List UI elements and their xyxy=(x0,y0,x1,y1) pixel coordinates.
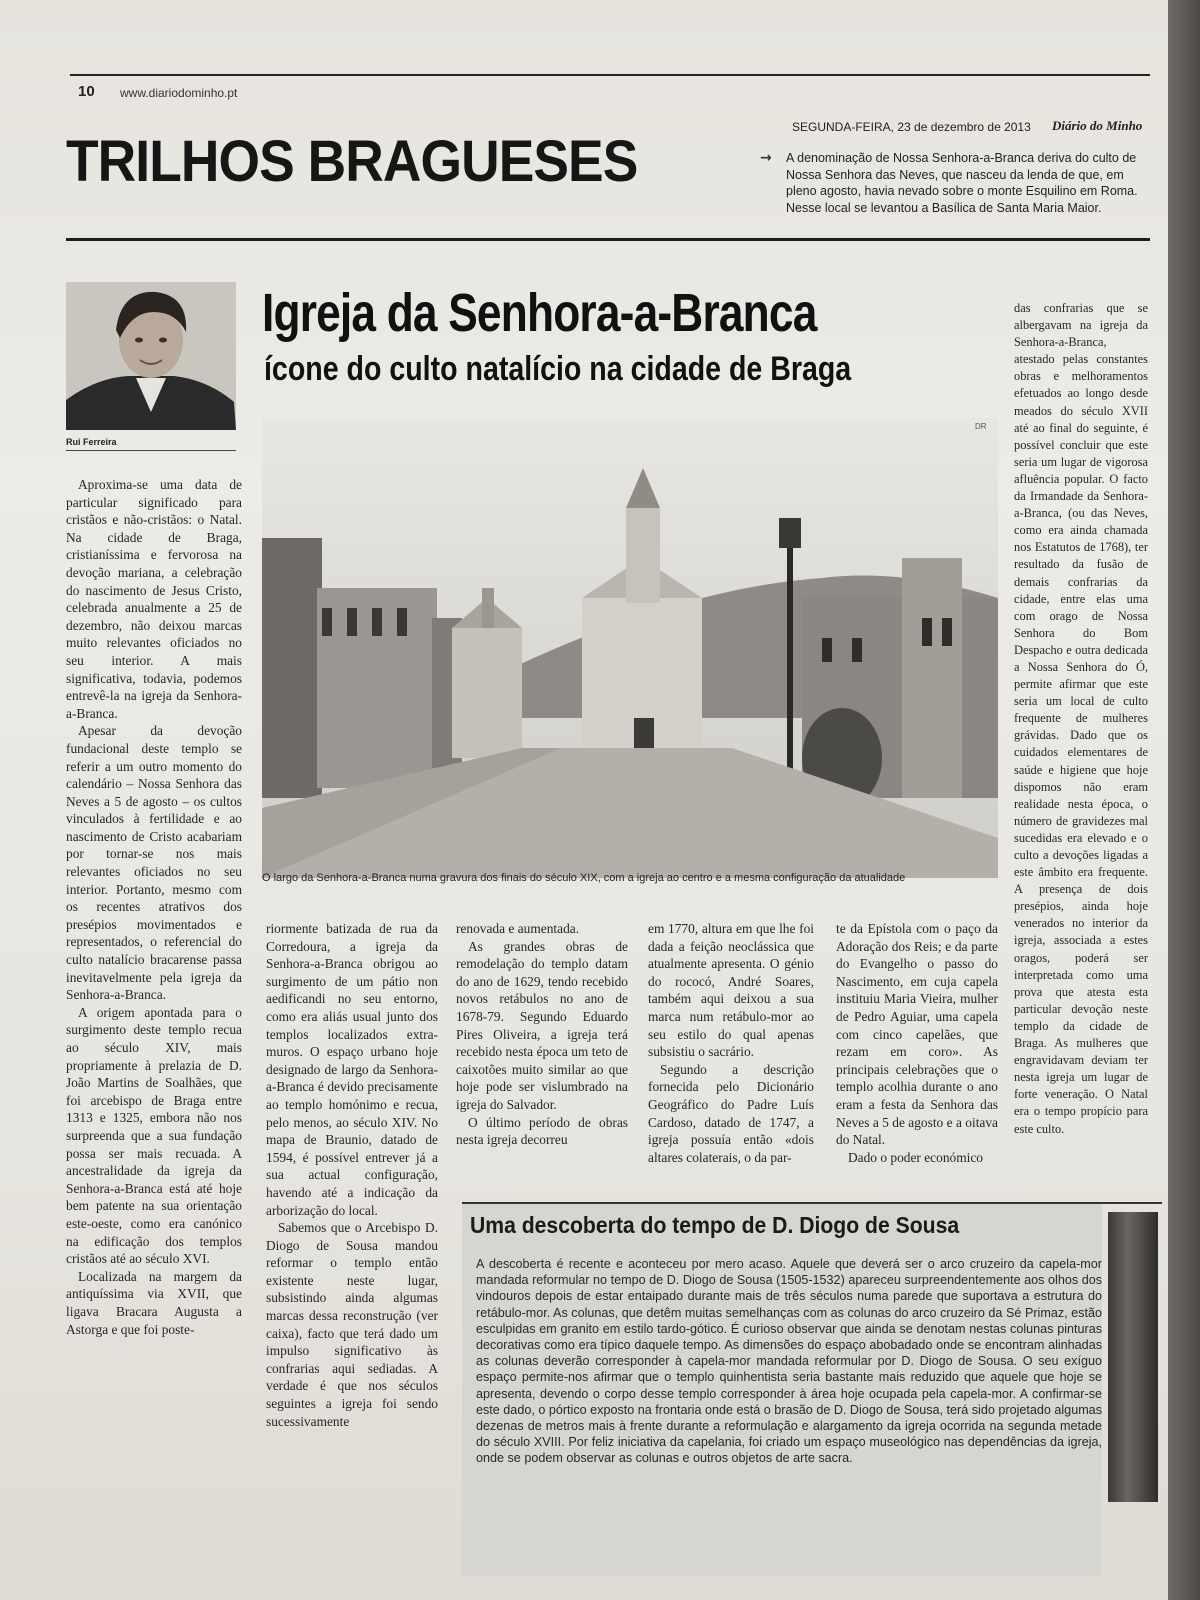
page-edge xyxy=(1168,0,1200,1600)
paragraph: te da Epístola com o paço da Adoração dos Reis; e da parte do Evangelho o passo do Nascimento, em cuja capela instituiu Maria Vieira, mulher de Pedro Aguiar, uma capela com cinco capelães, que rezam em coro». As principais celebrações que o templo acolhia durante o ano eram a festa da Senhora das Neves a 5 de agosto e a oitava do Natal. xyxy=(836,921,998,1148)
header-top-rule xyxy=(70,74,1150,76)
paragraph: renovada e aumentada. xyxy=(456,921,580,936)
article-column-1 xyxy=(66,476,242,1338)
arrow-right-icon: → xyxy=(760,150,772,166)
article-column-3 xyxy=(456,920,628,1149)
article-photo xyxy=(262,418,998,878)
paragraph: O último período de obras nesta igreja decorreu xyxy=(456,1114,628,1148)
paragraph: Dado o poder económico xyxy=(848,1149,983,1165)
photo-caption: O largo da Senhora-a-Branca numa gravura dos finais do século XIX, com a igreja ao centro e a mesma configuração da atualidade xyxy=(262,872,906,884)
paragraph: Segundo a descrição fornecida pelo Dicionário Geográfico do Padre Luís Cardoso, datado de 1747, a igreja possuía então «dois altares colaterais, o da par- xyxy=(648,1061,814,1165)
photo-credit: DR xyxy=(975,422,987,431)
masthead-name: Diário do Minho xyxy=(1052,118,1143,133)
header-bottom-rule xyxy=(66,238,1150,241)
section-title: TRILHOS BRAGUESES xyxy=(66,129,638,194)
paragraph: A origem apontada para o surgimento deste templo recua ao século XIV, mais propriamente à prelazia de D. João Martins de Soalhães, que foi arcebispo de Braga entre 1313 e 1325, embora não nos surpreenda que a sua fundação possa ser mais recuada. A ancestralidade da igreja da Senhora-a-Branca está até hoje bem patente na sua orientação este-oeste, como era canónico na edificação dos templos cristãos até ao século XVI. xyxy=(66,1004,242,1267)
section-intro: A denominação de Nossa Senhora-a-Branca deriva do culto de Nossa Senhora das Neves, que nasceu da lenda de que, em pleno agosto, havia nevado sobre o monte Esquilino em Roma. Nesse local se levantou a Basílica de Santa Maria Maior. xyxy=(786,151,1138,215)
box-body: A descoberta é recente e aconteceu por mero acaso. Aquele que deverá ser o arco cruzeiro da capela-mor mandada reformular no tempo de D. Diogo de Sousa (1505-1532) apareceu surpreendentemente aos olhos dos vindouros depois de estar entaipado durante mais de três séculos numa parede que suportava a estrutura do retábulo-mor. As colunas, que detêm muitas semelhanças com as colunas do arco cruzeiro da Sé Primaz, estão esculpidas em granito em estilo tardo-gótico. É curioso observar que ainda se denotam nestas colunas pinturas decorativas como era típico daquele tempo. As dimensões do espaço abobadado onde se encontram alinhadas as colunas deverão corresponder à capela-mor mandada reformular por D. Diogo de Sousa. O seu exíguo espaço permite-nos afirmar que o templo quinhentista seria bastante mais reduzido que aquele que hoje se apresenta, devendo o corpo desse templo corresponder à área hoje ocupada pela capela-mor. A confirmar-se este dado, o pórtico exposto na frontaria onde está o brasão de D. Diogo de Sousa, terá sido projetado algumas dezenas de metros mais à frente durante a reformulação e alargamento da igreja ocorrida na segunda metade do século XVIII. Por feliz iniciativa da capelania, foi criado um espaço museológico nas dependências da igreja, onde se podem observar as colunas e outros objetos de arte sacra. xyxy=(476,1257,1102,1466)
article-column-2 xyxy=(266,920,438,1430)
paragraph: em 1770, altura em que lhe foi dada a feição neoclássica que atualmente apresenta. O génio do rococó, André Soares, também aqui deixou a sua marca num retábulo-mor ao seu estilo do qual apenas subsistiu o sacrário. xyxy=(648,921,814,1060)
headline: Igreja da Senhora-a-Branca xyxy=(262,283,817,343)
box-title: Uma descoberta do tempo de D. Diogo de Sousa xyxy=(470,1212,960,1238)
article-column-4 xyxy=(648,920,814,1166)
site-url: www.diariodominho.pt xyxy=(120,86,238,100)
paragraph: riormente batizada de rua da Corredoura, a igreja da Senhora-a-Branca obrigou ao surgimento de um pátio non aedificandi no seu entorno, como era aliás usual junto dos templos localizados extra-muros. O espaço urbano hoje designado de largo da Senhora-a-Branca é devido precisamente ao templo homónimo e recua, pelo menos, ao século XIV. No mapa de Braunio, datado de 1594, é possível entrever já a sua actual configuração, havendo até a indicação da arborização do local. xyxy=(266,921,438,1218)
subheadline: ícone do culto natalício na cidade de Braga xyxy=(264,350,852,388)
paragraph: Sabemos que o Arcebispo D. Diogo de Sousa mandou reformar o templo então existente neste lugar, subsistindo ainda algumas marcas dessa reconstrução (ver caixa), facto que terá dado um impulso significativo às confrarias aqui sediadas. A verdade é que nos séculos seguintes a igreja foi sendo sucessivamente xyxy=(266,1220,438,1429)
issue-date: SEGUNDA-FEIRA, 23 de dezembro de 2013 xyxy=(792,120,1031,134)
paragraph: Aproxima-se uma data de particular significado para cristãos e não-cristãos: o Natal. Na cidade de Braga, cristianíssima e fervorosa na devoção mariana, a celebração do nascimento de Jesus Cristo, celebrada anualmente a 25 de dezembro, não deixou marcas muito relevantes oficiados no seu interior. A mais significativa, todavia, podemos entrevê-la na igreja da Senhora-a-Branca. xyxy=(66,477,242,721)
paragraph: Apesar da devoção fundacional deste templo se referir a um outro momento do calendário – Nossa Senhora das Neves a 5 de agosto – os cultos vinculados à fertilidade e ao nascimento de Cristo acabariam por tornar-se nos mais relevantes oficiados no seu interior. Portanto, mesmo com os recentes atrativos dos presépios movimentados e representados, o referencial do culto natalício bracarense passa inevitavelmente pela igreja da Senhora-a-Branca. xyxy=(66,723,242,1003)
article-column-5 xyxy=(836,920,998,1166)
author-photo xyxy=(66,282,236,430)
paragraph: das confrarias que se albergavam na igreja da Senhora-a-Branca, atestado pelas constantes obras e melhoramentos efetuados ao longo desde meados do século XVII até ao final do seguinte, é possível concluir que este seria um lugar de vigorosa afluência popular. O facto da Irmandade da Senhora-a-Branca, (ou das Neves, como era ainda chamada nos Estatutos de 1768), ter resultado da fusão de demais confrarias da cidade, entre elas uma com orago de Nossa Senhora do Bom Despacho e outra dedicada a Nossa Senhora do Ó, permite afirmar que este seria um local de culto frequente de mulheres grávidas. Dado que os cuidados elementares de saúde e higiene que hoje dispomos não eram realidade nesta época, o número de gravidezes mal sucedidas era elevado e o culto a devoções ligadas a este âmbito era frequente. A presença de dois presépios, ainda hoje venerados no interior da igreja, associada a estes oragos, poderá ser interpretada como uma prova que atesta esta particular devoção neste templo da cidade de Braga. As mulheres que engravidavam deviam ter nesta igreja um lugar de forte veneração. O Natal era o tempo propício para este culto. xyxy=(1014,301,1148,1136)
paragraph: As grandes obras de remodelação do templo datam do ano de 1629, tendo recebido novos retábulos no ano de 1678-79. Segundo Eduardo Pires Oliveira, a igreja terá recebido nesta época um teto de caixotões muito similar ao que hoje pode ser vislumbrado na igreja do Salvador. xyxy=(456,938,628,1112)
box-side-photo xyxy=(1108,1212,1158,1502)
paragraph: Localizada na margem da antiquíssima via XVII, que ligava Bracara Augusta a Astorga e que foi poste- xyxy=(66,1268,242,1337)
author-rule xyxy=(66,450,236,451)
page-number: 10 xyxy=(78,83,95,100)
article-column-6 xyxy=(1014,300,1148,1138)
author-name: Rui Ferreira xyxy=(66,437,117,447)
